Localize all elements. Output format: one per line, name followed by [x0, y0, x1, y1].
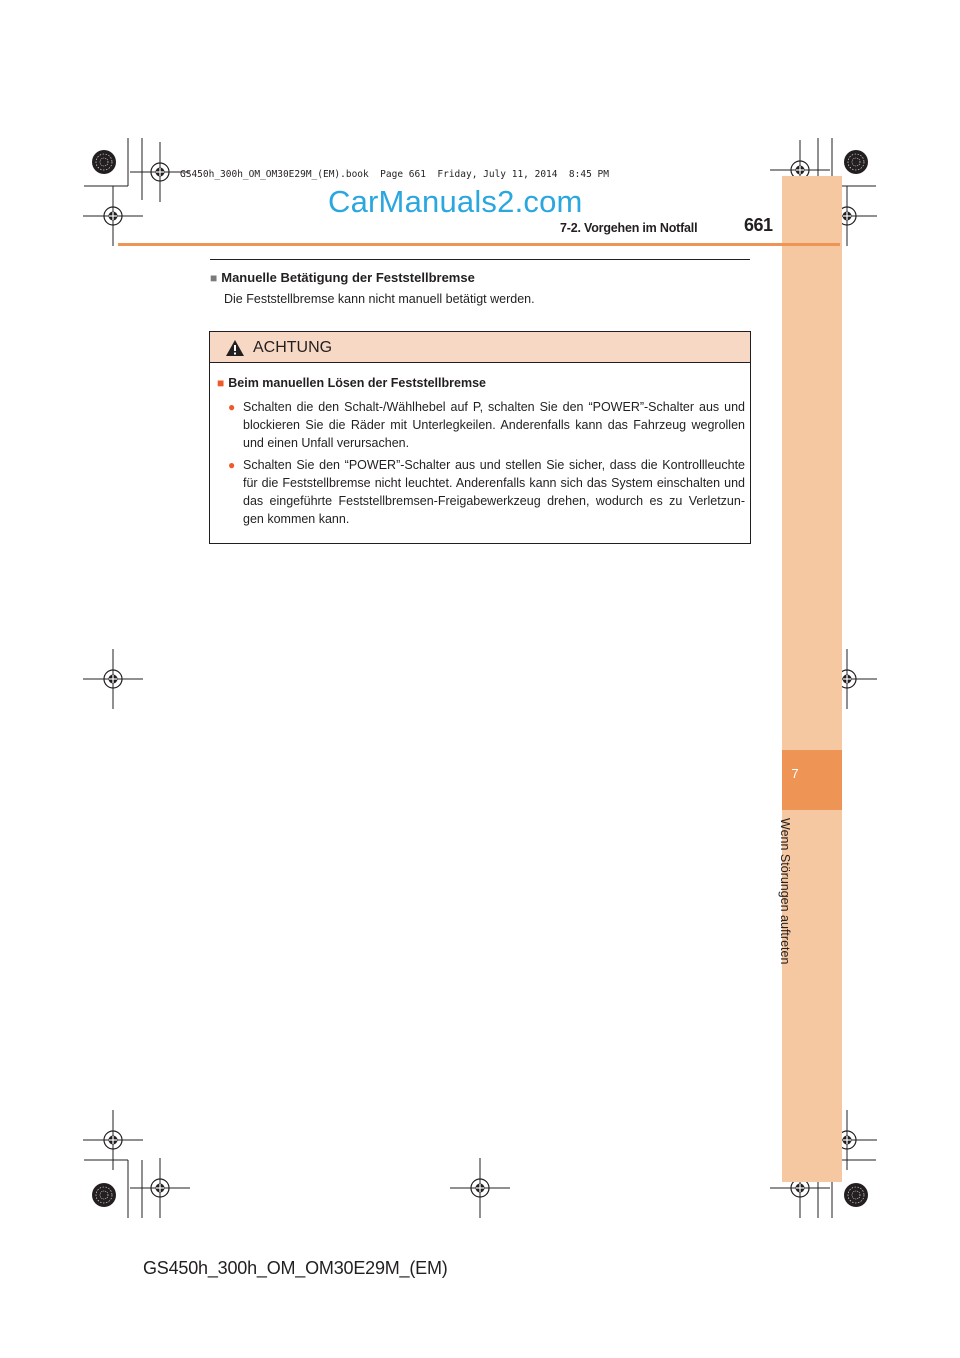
round-bullet-icon: ● — [228, 458, 236, 472]
warning-heading: ■ Beim manuellen Lösen der Feststellbremse — [217, 376, 486, 390]
chapter-side-strip — [782, 176, 842, 1182]
chapter-title-vertical: Wenn Störungen auftreten — [778, 818, 792, 965]
target-mark-top-left-2 — [83, 186, 143, 246]
star-mark-top-left — [92, 150, 116, 174]
warning-header — [210, 332, 750, 363]
page-number: 661 — [744, 215, 773, 235]
watermark-link[interactable]: CarManuals2.com — [328, 184, 583, 219]
target-mark-bottom-left-2 — [130, 1158, 190, 1218]
content-paragraph: Die Feststellbremse kann nicht manuell betätigt werden. — [224, 292, 535, 306]
square-bullet-icon: ■ — [217, 376, 225, 390]
content-heading: ■ Manuelle Betätigung der Feststellbremse — [210, 270, 475, 285]
header-rule — [118, 243, 840, 246]
footer-code: GS450h_300h_OM_OM30E29M_(EM) — [143, 1258, 448, 1278]
star-mark-bottom-left — [92, 1183, 116, 1207]
chapter-number: 7 — [791, 766, 799, 781]
warning-title: ACHTUNG — [253, 339, 333, 356]
section-title: 7-2. Vorgehen im Notfall — [560, 221, 698, 235]
square-bullet-icon: ■ — [210, 271, 218, 285]
warning-box — [209, 331, 751, 544]
warning-triangle-icon — [225, 339, 245, 357]
content-top-rule — [210, 259, 750, 260]
target-mark-bottom-left-1 — [83, 1110, 143, 1170]
target-mark-bottom-center — [450, 1158, 510, 1218]
target-mark-mid-left — [83, 649, 143, 709]
warning-bullet-2: ● Schalten Sie den “POWER”-Schalter aus und stellen Sie sicher, dass die Kontrollleuchte für die Feststellbremse nicht leuchtet. Anderenfalls kann sich das System einschalten und das eingeführte Feststellbremsen-Freigabewerkzeug drehen, wodurch es zu Verletzun-gen kommen kann. — [228, 458, 745, 526]
star-mark-bottom-right — [844, 1183, 868, 1207]
book-info-line: GS450h_300h_OM_OM30E29M_(EM).book Page 661 Friday, July 11, 2014 8:45 PM — [180, 169, 609, 180]
star-mark-top-right — [844, 150, 868, 174]
round-bullet-icon: ● — [228, 400, 236, 414]
warning-bullet-1: ● Schalten die den Schalt-/Wählhebel auf P, schalten Sie den “POWER”-Schalter aus und blockieren Sie die Räder mit Unterlegkeilen. Anderenfalls kann das Fahrzeug wegrollen und einen Unfall verursachen. — [228, 400, 745, 450]
